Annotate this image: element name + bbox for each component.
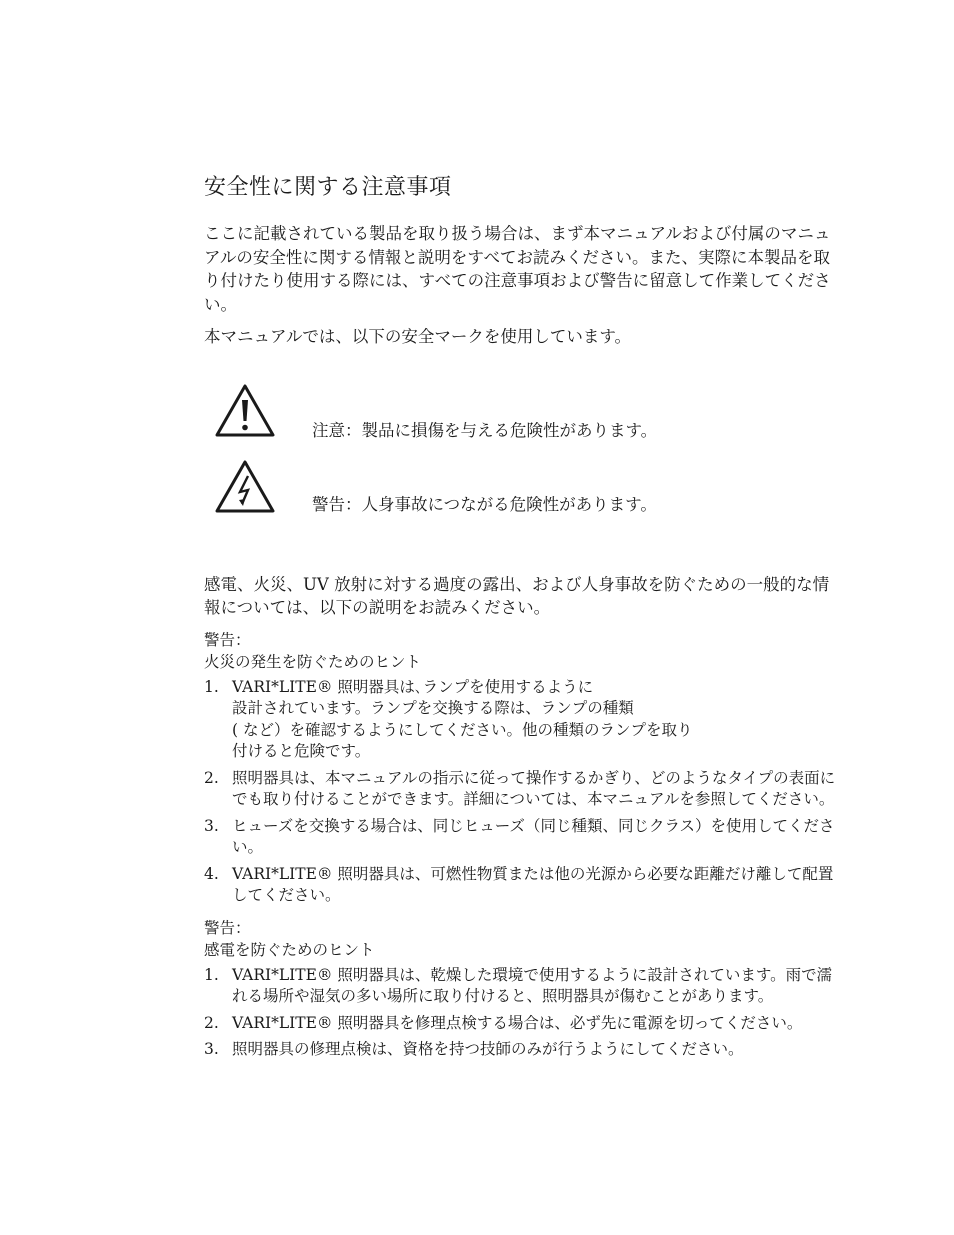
list-item-number: 1. [204,965,219,984]
list-item-number: 4. [204,864,219,883]
list-item-line: ( など）を確認するようにしてください。他の種類のランプを取り [232,720,693,739]
section-warning-label: 警告： [204,630,251,649]
list-item [204,864,844,907]
electric-shock-triangle-icon [214,459,276,515]
fire-prevention-section [204,629,844,907]
list-item [204,768,844,811]
list-item-text: ヒューズを交換する場合は、同じヒューズ（同じ種類、同じクラス）を使用してください。 [232,816,835,856]
list-item-line: 設計されています。ランプを交換する際は、ランプの種類 [232,699,634,717]
list-item [204,1039,844,1061]
list-item [204,816,844,859]
list-item-text: 照明器具の修理点検は、資格を持つ技師のみが行うようにしてください。 [232,1040,744,1058]
page-title: 安全性に関する注意事項 [204,175,452,200]
general-info-paragraph: 感電、火災、UV 放射に対する過度の露出、および人身事故を防ぐための一般的な情報については、以下の説明をお読みください。 [204,574,830,617]
intro-paragraph: ここに記載されている製品を取り扱う場合は、まず本マニュアルおよび付属のマニュアルの安全性に関する情報と説明をすべてお読みください。また、実際に本製品を取り付けたり使用する際には、すべての注意事項および警告に留意して作業してください。 [204,224,831,314]
section-heading: 火災の発生を防ぐためのヒント [204,652,422,671]
list-item [204,965,844,1008]
section-heading: 感電を防ぐためのヒント [204,940,375,959]
caution-triangle-icon [214,383,276,439]
section-warning-label: 警告： [204,918,251,937]
list-item [204,677,844,763]
caution-mark [204,383,844,443]
shock-tips-list [204,965,844,1061]
list-item-number: 3. [204,1040,219,1058]
list-item-number: 2. [204,1013,219,1032]
warning-mark-text: 警告：人身事故につながる危険性があります。 [312,494,657,514]
list-item-line: 付けると危険です。 [232,742,371,760]
list-item-text: VARI*LITE® 照明器具は、乾燥した環境で使用するように設計されています。雨で濡れる場所や湿気の多い場所に取り付けると、照明器具が傷むことがあります。 [232,965,833,1005]
marks-intro-paragraph: 本マニュアルでは、以下の安全マークを使用しています。 [204,327,632,346]
list-item-number: 2. [204,768,219,787]
warning-mark [204,459,844,519]
list-item-line: VARI*LITE® 照明器具は､ランプを使用するように [232,677,594,696]
document-page [204,172,844,1071]
list-item [204,1013,844,1035]
list-item-text: 照明器具は、本マニュアルの指示に従って操作するかぎり、どのようなタイプの表面にでも取り付けることができます。詳細については、本マニュアルを参照してください。 [232,768,836,808]
list-item-text: VARI*LITE® 照明器具を修理点検する場合は、必ず先に電源を切ってください。 [232,1013,803,1032]
shock-prevention-section [204,917,844,1061]
fire-tips-list [204,677,844,907]
list-item-text: VARI*LITE® 照明器具は、可燃性物質または他の光源から必要な距離だけ離して配置してください。 [232,864,834,904]
safety-marks-list [204,383,844,543]
list-item-number: 3. [204,816,219,835]
caution-mark-text: 注意：製品に損傷を与える危険性があります。 [312,420,658,440]
list-item-number: 1. [204,677,219,696]
